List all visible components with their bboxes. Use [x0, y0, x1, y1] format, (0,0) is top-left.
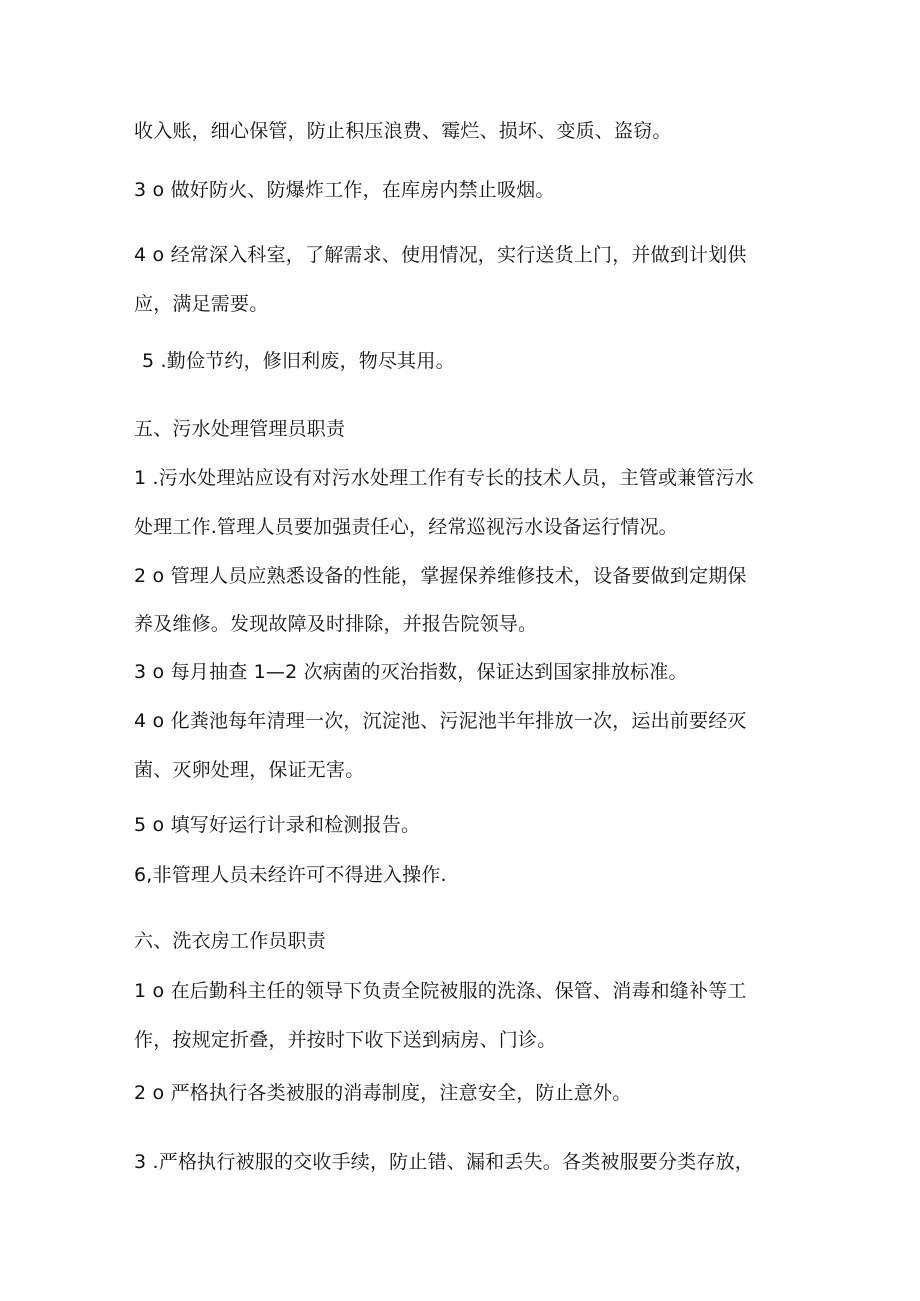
- text-line-1: 收入账，细心保管，防止积压浪费、霉烂、损坏、变质、盗窃。: [134, 120, 672, 142]
- text-line-9: 2 o 管理人员应熟悉设备的性能，掌握保养维修技术，设备要做到定期保: [134, 565, 747, 587]
- section-heading-6: 六、洗衣房工作员职责: [134, 930, 327, 952]
- text-line-15: 6,非管理人员未经许可不得进入操作.: [134, 864, 447, 886]
- text-line-5: 5 .勤俭节约，修旧利废，物尽其用。: [142, 350, 455, 372]
- text-line-2: 3 o 做好防火、防爆炸工作，在库房内禁止吸烟。: [134, 179, 555, 201]
- text-line-3: 4 o 经常深入科室，了解需求、使用情况，实行送货上门，并做到计划供: [134, 244, 747, 266]
- text-line-20: 3 .严格执行被服的交收手续，防止错、漏和丢失。各类被服要分类存放，: [134, 1151, 754, 1173]
- text-line-4: 应，满足需要。: [134, 293, 269, 315]
- text-line-10: 养及维修。发现故障及时排除，并报告院领导。: [134, 613, 538, 635]
- text-line-12: 4 o 化粪池每年清理一次，沉淀池、污泥池半年排放一次，运出前要经灭: [134, 710, 747, 732]
- text-line-13: 菌、灭卵处理，保证无害。: [134, 759, 365, 781]
- text-line-8: 处理工作.管理人员要加强责任心，经常巡视污水设备运行情况。: [134, 516, 678, 538]
- text-line-17: 1 o 在后勤科主任的领导下负责全院被服的洗涤、保管、消毒和缝补等工: [134, 980, 747, 1002]
- text-line-7: 1 .污水处理站应设有对污水处理工作有专长的技术人员，主管或兼管污水: [134, 467, 754, 489]
- text-line-19: 2 o 严格执行各类被服的消毒制度，注意安全，防止意外。: [134, 1082, 632, 1104]
- text-line-14: 5 o 填写好运行计录和检测报告。: [134, 814, 421, 836]
- text-line-11: 3 o 每月抽查 1—2 次病菌的灭治指数，保证达到国家排放标准。: [134, 661, 688, 683]
- section-heading-5: 五、污水处理管理员职责: [134, 418, 346, 440]
- text-line-18: 作，按规定折叠，并按时下收下送到病房、门诊。: [134, 1029, 557, 1051]
